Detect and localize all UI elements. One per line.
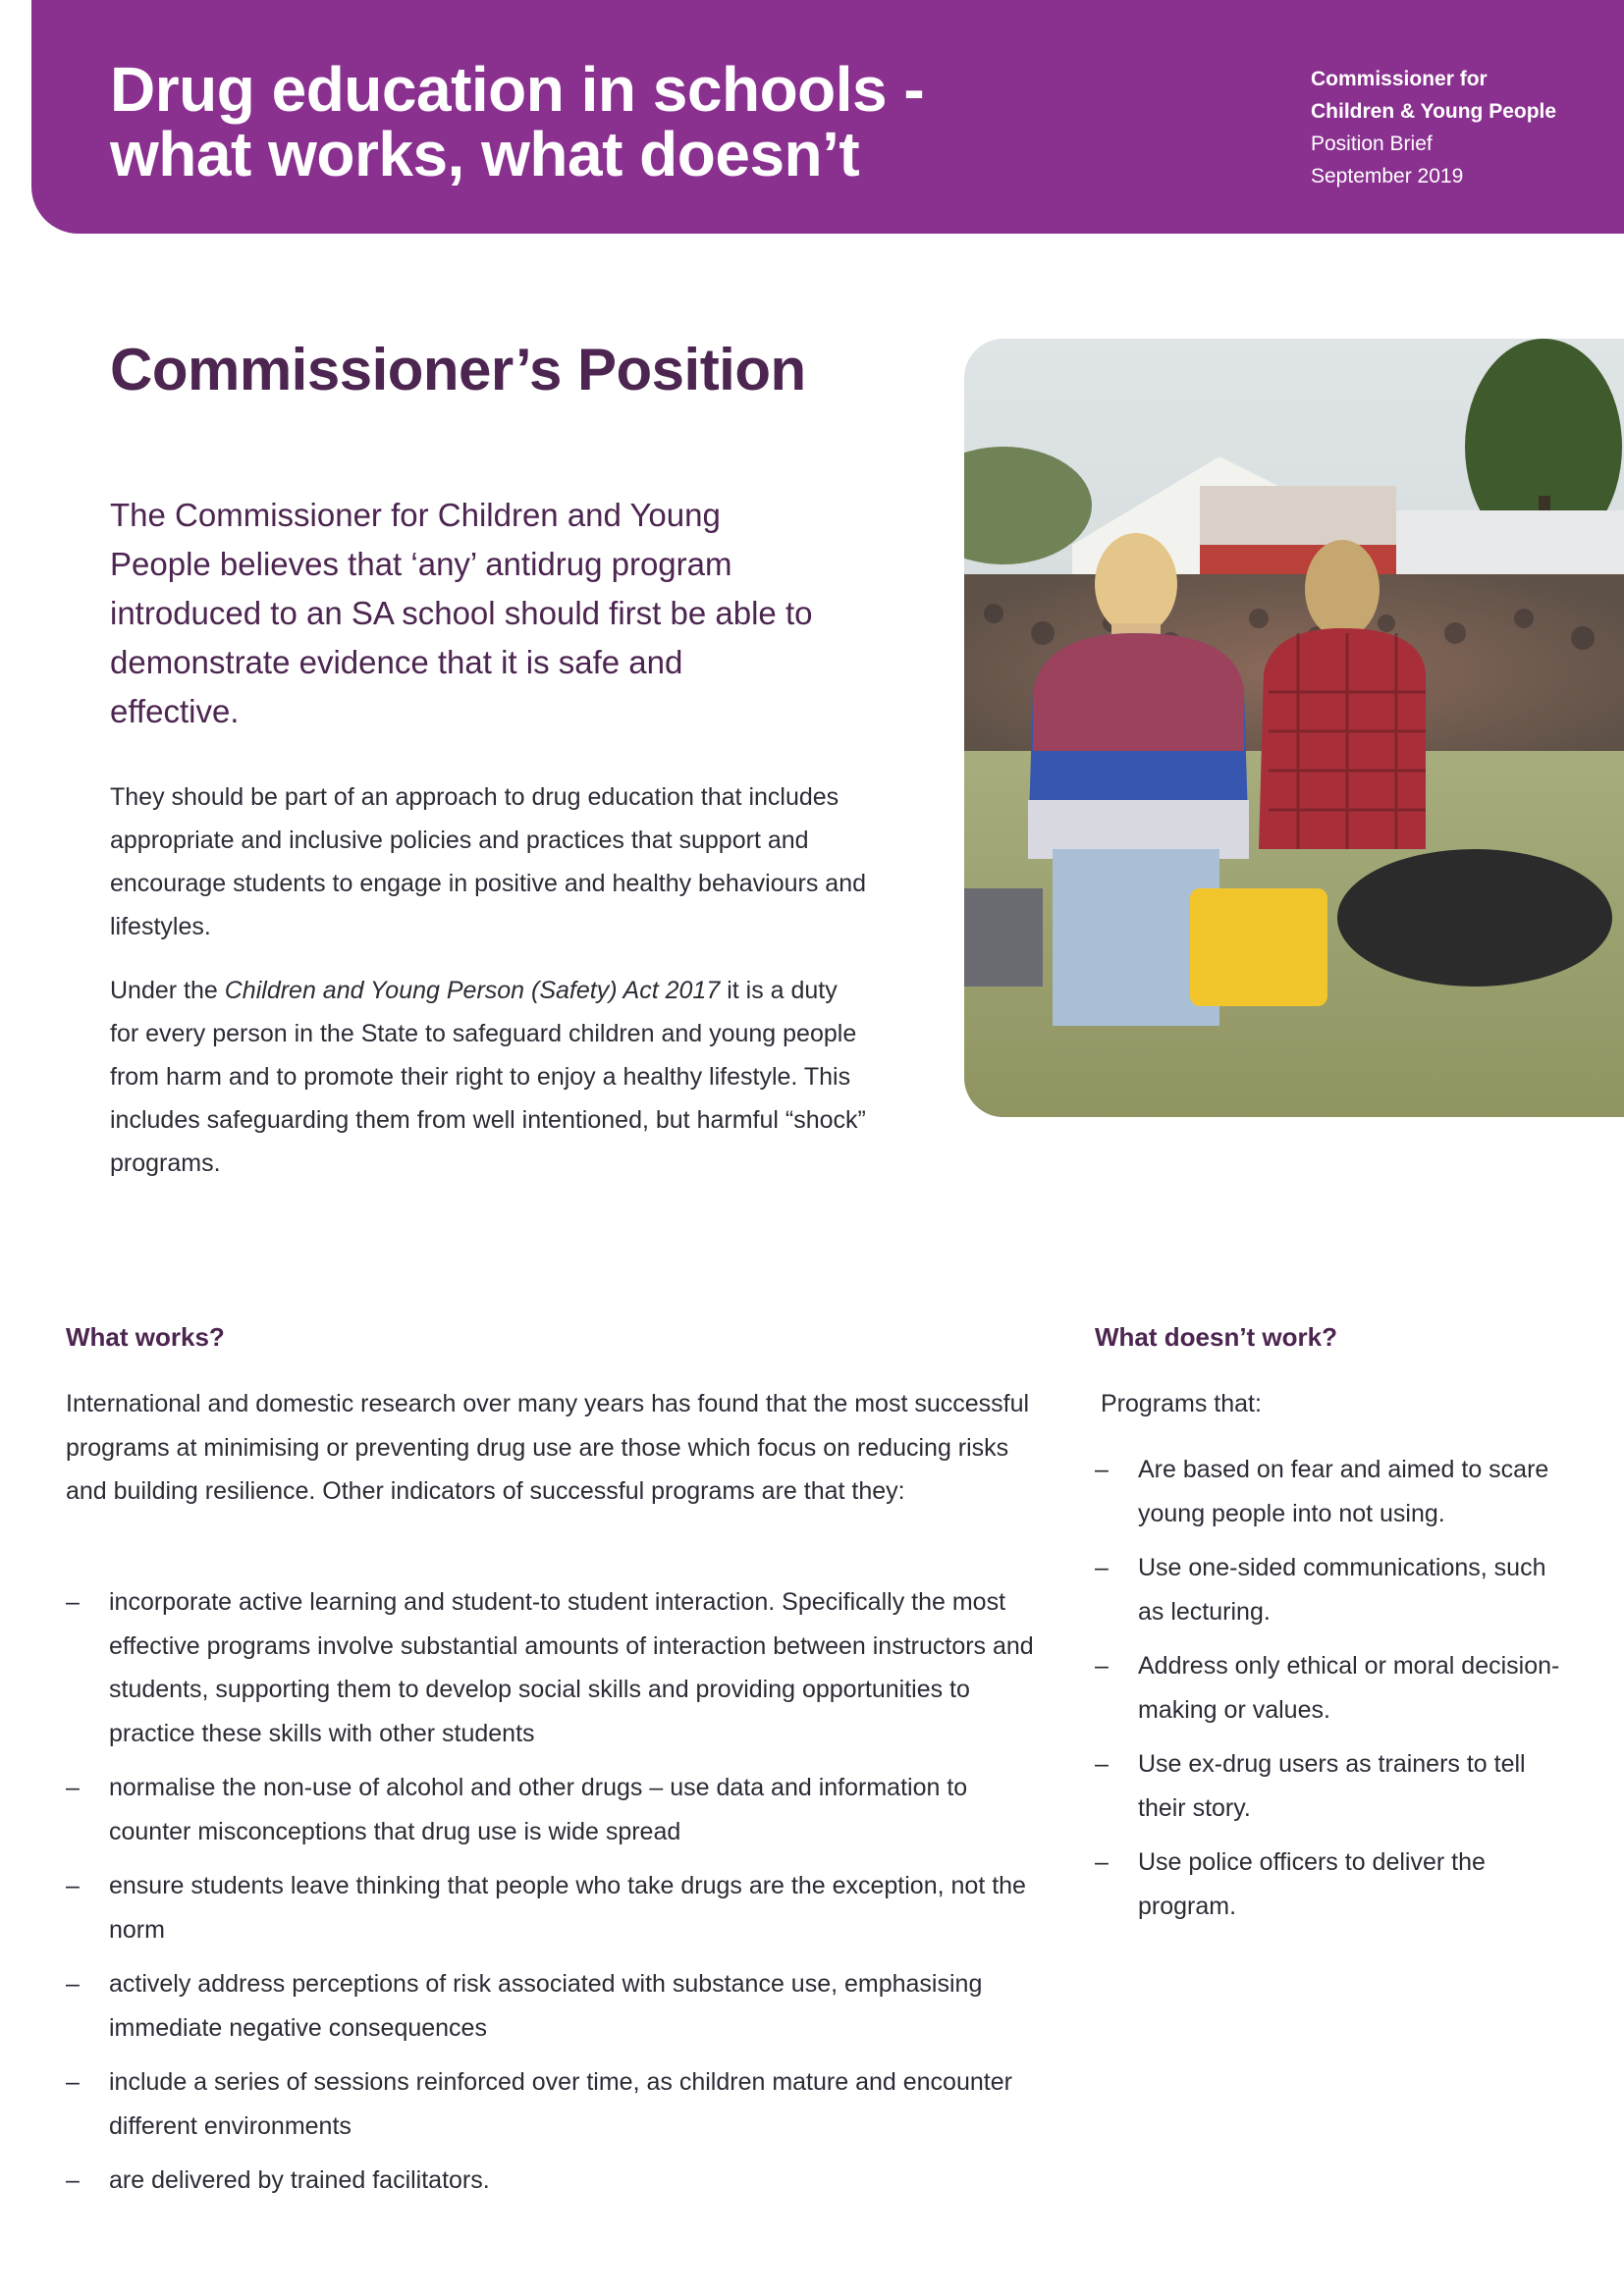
document-type: Position Brief	[1311, 133, 1433, 155]
list-item: – Use one-sided communications, such as lecturing.	[1095, 1546, 1576, 1633]
title-line-1: Drug education in schools -	[110, 54, 925, 125]
list-item: – Address only ethical or moral decision-making or values.	[1095, 1644, 1576, 1732]
act-name: Children and Young Person (Safety) Act 2017	[224, 977, 721, 1004]
what-works-intro: International and domestic research over many years has found that the most successful programs at minimising or preventing drug use are those which focus on reducing risks and building resilience. Other indicators of successful programs are that they:	[66, 1390, 1030, 1505]
festival-crowd-photo	[964, 339, 1624, 1117]
list-item: – Are based on fear and aimed to scare young people into not using.	[1095, 1448, 1576, 1535]
document-meta	[1311, 63, 1556, 192]
list-item: – ensure students leave thinking that people who take drugs are the exception, not the norm	[66, 1864, 1053, 1951]
what-works-heading: What works?	[66, 1322, 225, 1352]
list-item: – normalise the non-use of alcohol and other drugs – use data and information to counter misconceptions that drug use is wide spread	[66, 1766, 1053, 1853]
list-item: – incorporate active learning and student-to student interaction. Specifically the most effective programs involve substantial amounts of interaction between instructors and students, supporting them to develop social skills and providing opportunities to practice these skills with other students	[66, 1580, 1053, 1755]
org-name-line-2: Children & Young People	[1311, 100, 1557, 123]
para2-text-before: Under the	[110, 977, 225, 1004]
document-date: September 2019	[1311, 165, 1464, 187]
document-title	[110, 54, 925, 189]
org-name-line-1: Commissioner for	[1311, 68, 1488, 90]
position-paragraph-1: They should be part of an approach to drug education that includes appropriate and inclusive policies and practices that support and encourage students to engage in positive and healthy behaviours and lifestyles.	[110, 783, 867, 940]
what-works-list	[66, 1580, 1053, 2214]
list-item: – actively address perceptions of risk associated with substance use, emphasising immediate negative consequences	[66, 1962, 1053, 2050]
what-doesnt-work-list	[1095, 1448, 1576, 1939]
photo-illustration	[964, 339, 1624, 1117]
list-item: – Use ex-drug users as trainers to tell their story.	[1095, 1742, 1576, 1830]
title-line-2: what works, what doesn’t	[110, 119, 860, 189]
list-item: – include a series of sessions reinforced over time, as children mature and encounter different environments	[66, 2060, 1053, 2148]
what-doesnt-work-intro: Programs that:	[1101, 1390, 1262, 1417]
position-paragraph-2	[110, 969, 866, 1185]
what-doesnt-work-heading: What doesn’t work?	[1095, 1322, 1337, 1352]
para2-text-after: it is a duty for every person in the State to safeguard children and young people from harm and to promote their right to enjoy a healthy lifestyle. This includes safeguarding them from well intentioned, but harmful “shock” programs.	[110, 977, 866, 1177]
position-lead: The Commissioner for Children and Young People believes that ‘any’ antidrug program introduced to an SA school should first be able to demonstrate evidence that it is safe and effective.	[110, 497, 813, 729]
list-item: – are delivered by trained facilitators.	[66, 2159, 1053, 2203]
position-heading: Commissioner’s Position	[110, 337, 806, 402]
list-item: – Use police officers to deliver the program.	[1095, 1841, 1576, 1928]
